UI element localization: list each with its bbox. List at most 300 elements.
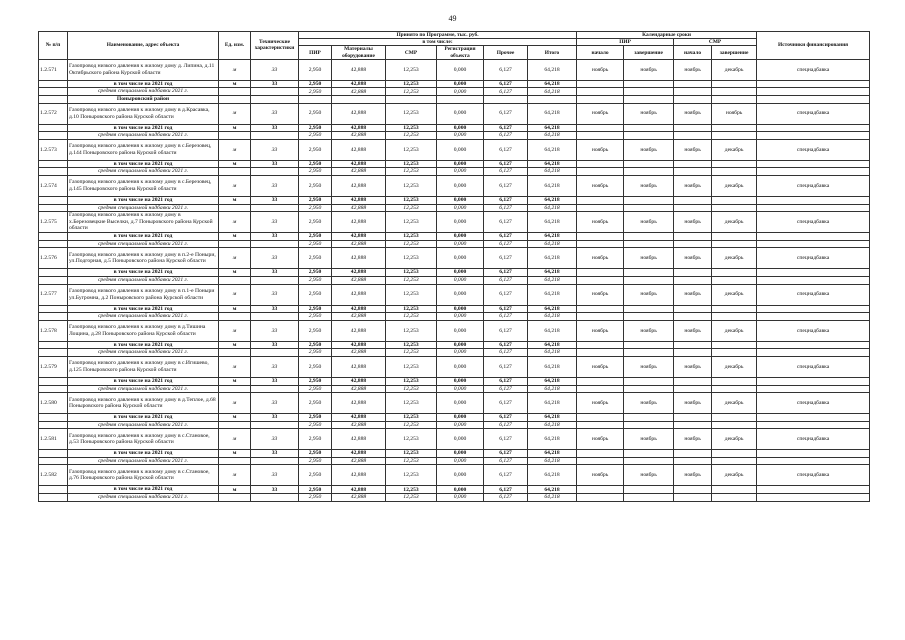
program-table xyxy=(38,31,870,502)
empty-cell xyxy=(219,313,251,321)
tech-cell: 33 xyxy=(251,486,299,494)
empty-cell xyxy=(577,124,624,132)
pir-cell: 2,950 xyxy=(299,160,332,168)
empty-cell xyxy=(674,88,712,96)
empty-cell xyxy=(577,486,624,494)
empty-cell xyxy=(674,168,712,176)
object-name: Газопровод низкого давления к жилому дому в д.Тишина Лощина, д.28 Поныровского района Курской области xyxy=(68,320,219,341)
empty-cell xyxy=(251,494,299,502)
smr-cell: 12,253 xyxy=(386,248,437,269)
smr-start-cell: ноябрь xyxy=(674,284,712,305)
empty-cell xyxy=(674,160,712,168)
reg-cell: 0,000 xyxy=(437,341,484,349)
empty-cell xyxy=(484,96,528,104)
materials-cell: 42,888 xyxy=(332,385,386,393)
table-row xyxy=(39,320,870,341)
materials-cell: 42,888 xyxy=(332,341,386,349)
total-cell: 64,218 xyxy=(528,349,577,357)
total-cell: 64,218 xyxy=(528,457,577,465)
other-cell: 6,127 xyxy=(484,59,528,80)
empty-cell xyxy=(674,132,712,140)
total-cell: 64,218 xyxy=(528,341,577,349)
materials-cell: 42,888 xyxy=(332,450,386,458)
smr-cell: 12,253 xyxy=(386,465,437,486)
empty-cell xyxy=(674,96,712,104)
empty-cell xyxy=(624,160,674,168)
empty-cell xyxy=(624,80,674,88)
materials-cell: 42,888 xyxy=(332,313,386,321)
materials-cell: 42,888 xyxy=(332,196,386,204)
reg-cell: 0,000 xyxy=(437,80,484,88)
empty-cell xyxy=(299,96,332,104)
tech-cell: 33 xyxy=(251,212,299,233)
empty-cell xyxy=(757,269,870,277)
row-number-empty xyxy=(39,124,68,132)
row-number: 1.2.577 xyxy=(39,284,68,305)
smr-cell: 12,253 xyxy=(386,393,437,414)
materials-cell: 42,888 xyxy=(332,175,386,196)
pir-start-cell: ноябрь xyxy=(577,356,624,377)
table-row xyxy=(39,248,870,269)
empty-cell xyxy=(251,457,299,465)
unit-cell: м xyxy=(219,196,251,204)
average-row xyxy=(39,240,870,248)
source-cell: спецнадбавка xyxy=(757,175,870,196)
other-cell: 6,127 xyxy=(484,385,528,393)
row-number-empty xyxy=(39,88,68,96)
tech-cell: 33 xyxy=(251,124,299,132)
source-cell: спецнадбавка xyxy=(757,248,870,269)
other-cell: 6,127 xyxy=(484,349,528,357)
district-label: Поныровский район xyxy=(68,96,219,104)
total-cell: 64,218 xyxy=(528,269,577,277)
pir-start-cell: ноябрь xyxy=(577,429,624,450)
pir-start-cell: ноябрь xyxy=(577,175,624,196)
smr-cell: 12,253 xyxy=(386,88,437,96)
pir-end-cell: ноябрь xyxy=(624,429,674,450)
reg-cell: 0,000 xyxy=(437,175,484,196)
row-number-empty xyxy=(39,414,68,422)
subtotal-label: в том числе на 2021 год xyxy=(68,377,219,385)
unit-cell: м xyxy=(219,393,251,414)
empty-cell xyxy=(219,276,251,284)
total-cell: 64,218 xyxy=(528,160,577,168)
pir-cell: 2,950 xyxy=(299,414,332,422)
pir-cell: 2,950 xyxy=(299,240,332,248)
unit-cell: м xyxy=(219,341,251,349)
smr-cell: 12,253 xyxy=(386,450,437,458)
district-row xyxy=(39,96,870,104)
materials-cell: 42,888 xyxy=(332,305,386,313)
empty-cell xyxy=(624,269,674,277)
subtotal-row xyxy=(39,80,870,88)
other-cell: 6,127 xyxy=(484,88,528,96)
subtotal-row xyxy=(39,160,870,168)
smr-end-cell: декабрь xyxy=(712,465,757,486)
smr-cell: 12,253 xyxy=(386,349,437,357)
tech-cell: 33 xyxy=(251,414,299,422)
materials-cell: 42,888 xyxy=(332,414,386,422)
empty-cell xyxy=(674,414,712,422)
pir-cell: 2,950 xyxy=(299,168,332,176)
smr-cell: 12,253 xyxy=(386,421,437,429)
empty-cell xyxy=(624,96,674,104)
header-price-group: Принято по Программе, тыс. руб. xyxy=(299,32,577,39)
subtotal-label: в том числе на 2021 год xyxy=(68,196,219,204)
smr-end-cell: декабрь xyxy=(712,212,757,233)
empty-cell xyxy=(712,196,757,204)
smr-start-cell: ноябрь xyxy=(674,175,712,196)
subtotal-row xyxy=(39,450,870,458)
empty-cell xyxy=(674,421,712,429)
subtotal-label: в том числе на 2021 год xyxy=(68,269,219,277)
other-cell: 6,127 xyxy=(484,132,528,140)
empty-cell xyxy=(386,96,437,104)
pir-start-cell: ноябрь xyxy=(577,103,624,124)
row-number-empty xyxy=(39,313,68,321)
reg-cell: 0,000 xyxy=(437,204,484,212)
tech-cell: 33 xyxy=(251,160,299,168)
smr-cell: 12,253 xyxy=(386,80,437,88)
smr-cell: 12,253 xyxy=(386,168,437,176)
smr-end-cell: декабрь xyxy=(712,356,757,377)
object-name: Газопровод низкого давления к жилому дому в х.Березовецкие Выселки, д.7 Поныровского района Курской области xyxy=(68,212,219,233)
total-cell: 64,218 xyxy=(528,88,577,96)
other-cell: 6,127 xyxy=(484,124,528,132)
pir-cell: 2,950 xyxy=(299,196,332,204)
unit-cell: м xyxy=(219,248,251,269)
smr-cell: 12,253 xyxy=(386,124,437,132)
subtotal-label: в том числе на 2021 год xyxy=(68,305,219,313)
other-cell: 6,127 xyxy=(484,356,528,377)
subtotal-row xyxy=(39,377,870,385)
table-row xyxy=(39,103,870,124)
materials-cell: 42,888 xyxy=(332,276,386,284)
empty-cell xyxy=(674,80,712,88)
reg-cell: 0,000 xyxy=(437,240,484,248)
subtotal-row xyxy=(39,233,870,241)
tech-cell: 33 xyxy=(251,429,299,450)
smr-cell: 12,253 xyxy=(386,385,437,393)
total-cell: 64,218 xyxy=(528,139,577,160)
total-cell: 64,218 xyxy=(528,196,577,204)
pir-cell: 2,950 xyxy=(299,494,332,502)
empty-cell xyxy=(757,414,870,422)
object-name: Газопровод низкого давления к жилому дому в с.Березовец, д.144 Поныровского района Курской области xyxy=(68,139,219,160)
reg-cell: 0,000 xyxy=(437,385,484,393)
other-cell: 6,127 xyxy=(484,284,528,305)
row-number-empty xyxy=(39,421,68,429)
empty-cell xyxy=(624,494,674,502)
tech-cell: 33 xyxy=(251,59,299,80)
unit-cell: м xyxy=(219,356,251,377)
other-cell: 6,127 xyxy=(484,233,528,241)
row-number: 1.2.576 xyxy=(39,248,68,269)
pir-cell: 2,950 xyxy=(299,305,332,313)
other-cell: 6,127 xyxy=(484,457,528,465)
pir-cell: 2,950 xyxy=(299,313,332,321)
reg-cell: 0,000 xyxy=(437,168,484,176)
total-cell: 64,218 xyxy=(528,284,577,305)
pir-cell: 2,950 xyxy=(299,233,332,241)
object-name: Газопровод низкого давления к жилому дому в с.Становое, д.53 Поныровского района Курской области xyxy=(68,429,219,450)
empty-cell xyxy=(712,276,757,284)
reg-cell: 0,000 xyxy=(437,450,484,458)
empty-cell xyxy=(577,96,624,104)
empty-cell xyxy=(757,132,870,140)
average-label: средняя специальной надбавки 2021 г. xyxy=(68,168,219,176)
source-cell: спецнадбавка xyxy=(757,429,870,450)
reg-cell: 0,000 xyxy=(437,421,484,429)
tech-cell: 33 xyxy=(251,80,299,88)
source-cell: спецнадбавка xyxy=(757,103,870,124)
unit-cell: м xyxy=(219,486,251,494)
empty-cell xyxy=(674,457,712,465)
row-number-empty xyxy=(39,240,68,248)
unit-cell: м xyxy=(219,175,251,196)
tech-cell: 33 xyxy=(251,356,299,377)
other-cell: 6,127 xyxy=(484,103,528,124)
empty-cell xyxy=(757,240,870,248)
other-cell: 6,127 xyxy=(484,313,528,321)
header-num: № п/п xyxy=(39,32,68,60)
other-cell: 6,127 xyxy=(484,276,528,284)
pir-start-cell: ноябрь xyxy=(577,139,624,160)
object-name: Газопровод низкого давления к жилому дому в д.Теплое, д.68 Поныровского района Курской области xyxy=(68,393,219,414)
table-row xyxy=(39,465,870,486)
total-cell: 64,218 xyxy=(528,103,577,124)
empty-cell xyxy=(712,132,757,140)
header-name: Наименование, адрес объекта xyxy=(68,32,219,60)
pir-start-cell: ноябрь xyxy=(577,284,624,305)
table-row xyxy=(39,59,870,80)
subtotal-row xyxy=(39,414,870,422)
total-cell: 64,218 xyxy=(528,276,577,284)
reg-cell: 0,000 xyxy=(437,248,484,269)
other-cell: 6,127 xyxy=(484,160,528,168)
empty-cell xyxy=(251,421,299,429)
pir-end-cell: ноябрь xyxy=(624,320,674,341)
row-number-empty xyxy=(39,80,68,88)
unit-cell: м xyxy=(219,320,251,341)
average-row xyxy=(39,168,870,176)
total-cell: 64,218 xyxy=(528,450,577,458)
other-cell: 6,127 xyxy=(484,139,528,160)
empty-cell xyxy=(757,313,870,321)
empty-cell xyxy=(577,457,624,465)
empty-cell xyxy=(219,457,251,465)
empty-cell xyxy=(577,132,624,140)
unit-cell: м xyxy=(219,124,251,132)
empty-cell xyxy=(624,414,674,422)
materials-cell: 42,888 xyxy=(332,88,386,96)
materials-cell: 42,888 xyxy=(332,320,386,341)
reg-cell: 0,000 xyxy=(437,59,484,80)
empty-cell xyxy=(712,305,757,313)
empty-cell xyxy=(577,414,624,422)
materials-cell: 42,888 xyxy=(332,248,386,269)
header-cal-smr: СМР xyxy=(674,39,757,46)
total-cell: 64,218 xyxy=(528,240,577,248)
empty-cell xyxy=(251,349,299,357)
smr-cell: 12,253 xyxy=(386,429,437,450)
empty-cell xyxy=(757,486,870,494)
pir-start-cell: ноябрь xyxy=(577,320,624,341)
empty-cell xyxy=(624,313,674,321)
unit-cell: м xyxy=(219,269,251,277)
smr-start-cell: ноябрь xyxy=(674,139,712,160)
row-number-empty xyxy=(39,305,68,313)
materials-cell: 42,888 xyxy=(332,465,386,486)
empty-cell xyxy=(757,233,870,241)
other-cell: 6,127 xyxy=(484,80,528,88)
empty-cell xyxy=(757,204,870,212)
pir-cell: 2,950 xyxy=(299,175,332,196)
smr-start-cell: ноябрь xyxy=(674,103,712,124)
total-cell: 64,218 xyxy=(528,385,577,393)
average-label: средняя специальной надбавки 2021 г. xyxy=(68,457,219,465)
subtotal-label: в том числе на 2021 год xyxy=(68,233,219,241)
materials-cell: 42,888 xyxy=(332,429,386,450)
empty-cell xyxy=(712,450,757,458)
pir-cell: 2,950 xyxy=(299,421,332,429)
row-number-empty xyxy=(39,341,68,349)
reg-cell: 0,000 xyxy=(437,88,484,96)
subtotal-label: в том числе на 2021 год xyxy=(68,414,219,422)
materials-cell: 42,888 xyxy=(332,103,386,124)
average-row xyxy=(39,457,870,465)
subtotal-label: в том числе на 2021 год xyxy=(68,486,219,494)
materials-cell: 42,888 xyxy=(332,160,386,168)
empty-cell xyxy=(624,233,674,241)
average-label: средняя специальной надбавки 2021 г. xyxy=(68,204,219,212)
smr-cell: 12,253 xyxy=(386,414,437,422)
pir-end-cell: ноябрь xyxy=(624,103,674,124)
empty-cell xyxy=(624,305,674,313)
other-cell: 6,127 xyxy=(484,486,528,494)
row-number-empty xyxy=(39,160,68,168)
source-cell: спецнадбавка xyxy=(757,393,870,414)
materials-cell: 42,888 xyxy=(332,284,386,305)
tech-cell: 33 xyxy=(251,175,299,196)
total-cell: 64,218 xyxy=(528,248,577,269)
row-number-empty xyxy=(39,132,68,140)
row-number-empty xyxy=(39,204,68,212)
empty-cell xyxy=(577,80,624,88)
materials-cell: 42,888 xyxy=(332,124,386,132)
empty-cell xyxy=(219,204,251,212)
pir-end-cell: ноябрь xyxy=(624,175,674,196)
empty-cell xyxy=(577,269,624,277)
total-cell: 64,218 xyxy=(528,212,577,233)
empty-cell xyxy=(219,349,251,357)
total-cell: 64,218 xyxy=(528,132,577,140)
empty-cell xyxy=(624,124,674,132)
tech-cell: 33 xyxy=(251,450,299,458)
row-number: 1.2.580 xyxy=(39,393,68,414)
pir-cell: 2,950 xyxy=(299,356,332,377)
other-cell: 6,127 xyxy=(484,377,528,385)
empty-cell xyxy=(757,168,870,176)
row-number: 1.2.582 xyxy=(39,465,68,486)
materials-cell: 42,888 xyxy=(332,494,386,502)
tech-cell: 33 xyxy=(251,284,299,305)
pir-start-cell: ноябрь xyxy=(577,465,624,486)
unit-cell: м xyxy=(219,103,251,124)
empty-cell xyxy=(577,341,624,349)
average-label: средняя специальной надбавки 2021 г. xyxy=(68,349,219,357)
header-source: Источники финансирования xyxy=(757,32,870,60)
empty-cell xyxy=(674,204,712,212)
empty-cell xyxy=(757,385,870,393)
table-row xyxy=(39,139,870,160)
total-cell: 64,218 xyxy=(528,356,577,377)
pir-cell: 2,950 xyxy=(299,276,332,284)
total-cell: 64,218 xyxy=(528,305,577,313)
header-reg: Регистрация объекта xyxy=(437,46,484,59)
tech-cell: 33 xyxy=(251,305,299,313)
empty-cell xyxy=(624,385,674,393)
pir-end-cell: ноябрь xyxy=(624,284,674,305)
subtotal-label: в том числе на 2021 год xyxy=(68,124,219,132)
tech-cell: 33 xyxy=(251,465,299,486)
smr-start-cell: ноябрь xyxy=(674,393,712,414)
empty-cell xyxy=(624,88,674,96)
empty-cell xyxy=(712,457,757,465)
reg-cell: 0,000 xyxy=(437,124,484,132)
pir-cell: 2,950 xyxy=(299,139,332,160)
pir-end-cell: ноябрь xyxy=(624,465,674,486)
empty-cell xyxy=(674,450,712,458)
smr-cell: 12,253 xyxy=(386,276,437,284)
row-number-empty xyxy=(39,385,68,393)
reg-cell: 0,000 xyxy=(437,356,484,377)
empty-cell xyxy=(251,240,299,248)
empty-cell xyxy=(577,196,624,204)
empty-cell xyxy=(712,349,757,357)
source-cell: спецнадбавка xyxy=(757,465,870,486)
tech-cell: 33 xyxy=(251,320,299,341)
object-name: Газопровод низкого давления к жилому дому в д.Красавка, д.10 Поныровского района Курской области xyxy=(68,103,219,124)
header-end2: завершение xyxy=(712,46,757,59)
subtotal-row xyxy=(39,486,870,494)
empty-cell xyxy=(674,313,712,321)
materials-cell: 42,888 xyxy=(332,59,386,80)
source-cell: спецнадбавка xyxy=(757,356,870,377)
smr-end-cell: декабрь xyxy=(712,393,757,414)
pir-cell: 2,950 xyxy=(299,204,332,212)
empty-cell xyxy=(624,196,674,204)
object-name: Газопровод низкого давления к жилому дому в п.1-е Поныри ул.Бугромна, д.2 Поныровского района Курской области xyxy=(68,284,219,305)
empty-cell xyxy=(251,88,299,96)
empty-cell xyxy=(757,124,870,132)
reg-cell: 0,000 xyxy=(437,305,484,313)
other-cell: 6,127 xyxy=(484,320,528,341)
source-cell: спецнадбавка xyxy=(757,284,870,305)
empty-cell xyxy=(219,494,251,502)
materials-cell: 42,888 xyxy=(332,80,386,88)
materials-cell: 42,888 xyxy=(332,349,386,357)
unit-cell: м xyxy=(219,80,251,88)
empty-cell xyxy=(674,385,712,393)
empty-cell xyxy=(712,269,757,277)
other-cell: 6,127 xyxy=(484,305,528,313)
subtotal-row xyxy=(39,196,870,204)
reg-cell: 0,000 xyxy=(437,393,484,414)
average-row xyxy=(39,349,870,357)
empty-cell xyxy=(251,132,299,140)
row-number-empty xyxy=(39,269,68,277)
